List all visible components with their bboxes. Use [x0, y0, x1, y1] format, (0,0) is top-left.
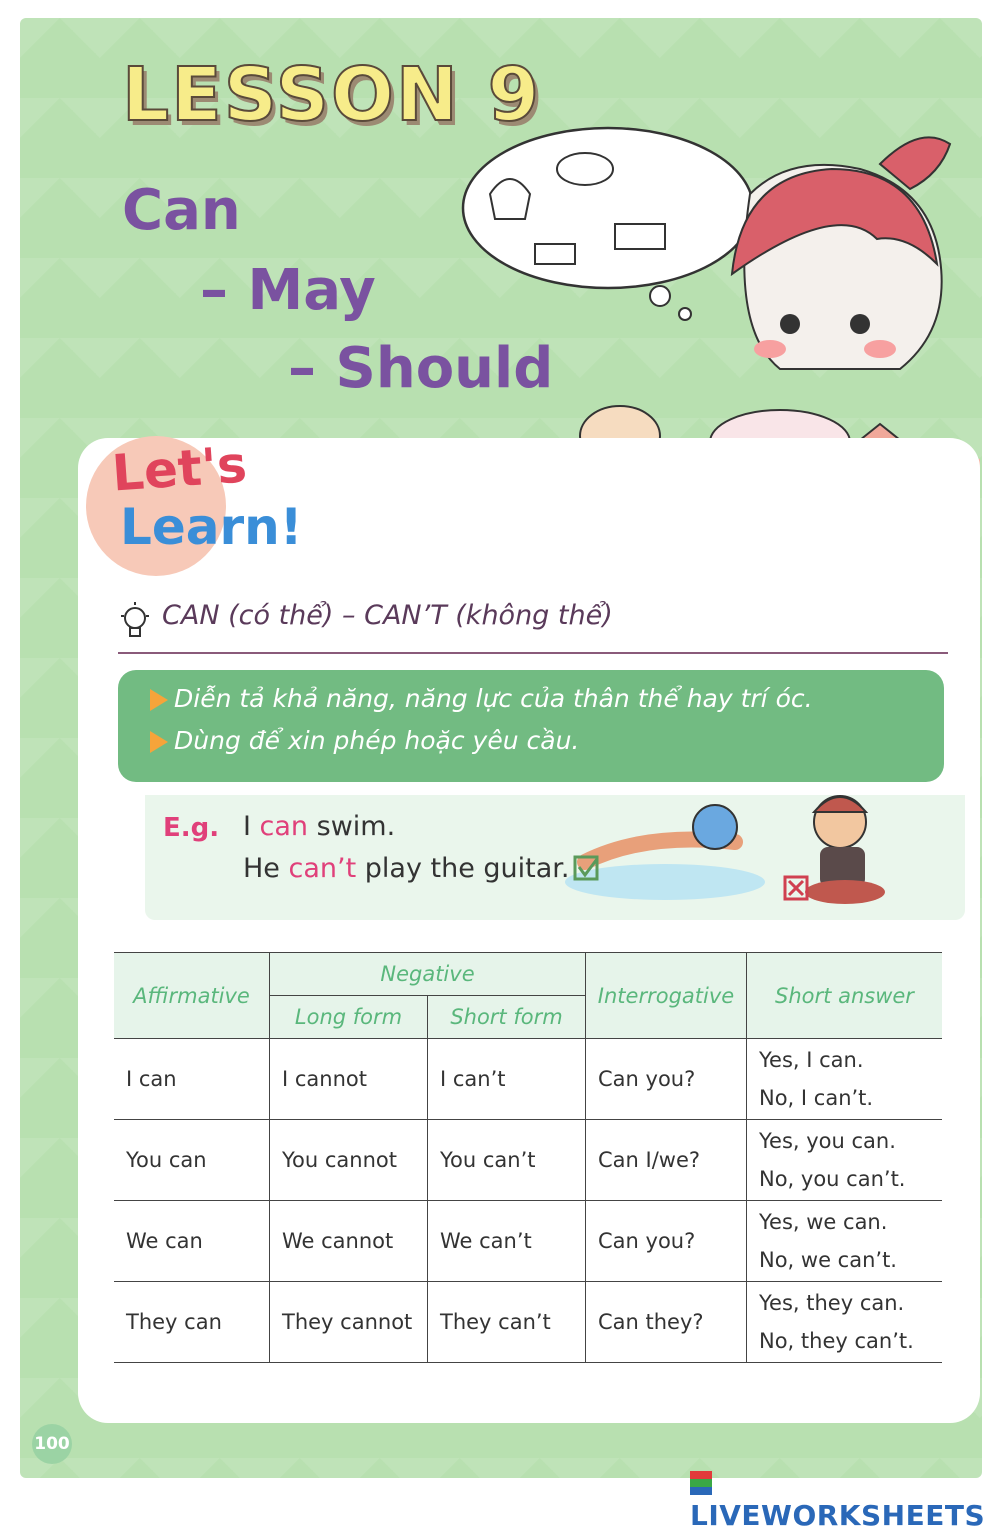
learn-text: Learn! — [120, 498, 303, 556]
cell-short-answer — [747, 1201, 943, 1282]
cell-affirmative: We can — [114, 1201, 270, 1282]
table-row — [114, 1039, 942, 1120]
subtitle-may: – May — [200, 258, 376, 323]
header-short-form: Short form — [428, 996, 586, 1039]
header-short-answer: Short answer — [747, 953, 943, 1039]
usage-box — [118, 670, 944, 782]
example-label: E.g. — [163, 813, 220, 843]
example-text: play the guitar. — [356, 853, 570, 884]
example-text: I — [243, 811, 260, 842]
section-heading — [118, 596, 948, 654]
answer-yes: Yes, I can. — [759, 1048, 864, 1072]
cell-interrogative: Can I/we? — [586, 1120, 747, 1201]
header-affirmative: Affirmative — [114, 953, 270, 1039]
example-text: swim. — [308, 811, 396, 842]
usage-bullet — [150, 726, 579, 755]
answer-yes: Yes, you can. — [759, 1129, 896, 1153]
cell-short-form: I can’t — [428, 1039, 586, 1120]
example-highlight: can’t — [288, 853, 357, 884]
cell-affirmative: They can — [114, 1282, 270, 1363]
cell-long-form: You cannot — [270, 1120, 428, 1201]
answer-no: No, you can’t. — [759, 1167, 906, 1191]
header-interrogative: Interrogative — [586, 953, 747, 1039]
usage-bullet — [150, 684, 813, 713]
header-long-form: Long form — [270, 996, 428, 1039]
liveworksheets-icon — [690, 1471, 712, 1495]
can-grammar-table — [114, 952, 942, 1363]
cell-interrogative: Can they? — [586, 1282, 747, 1363]
cell-short-form: You can’t — [428, 1120, 586, 1201]
table-row — [114, 1120, 942, 1201]
subtitle-can: Can — [122, 178, 241, 243]
header-negative: Negative — [270, 953, 586, 996]
example-line — [243, 853, 569, 884]
swimmer-guitarist-illustration — [565, 767, 905, 917]
triangle-bullet-icon — [150, 689, 168, 711]
answer-no: No, we can’t. — [759, 1248, 897, 1272]
cell-affirmative: I can — [114, 1039, 270, 1120]
table-row — [114, 1282, 942, 1363]
example-line — [243, 811, 395, 842]
usage-text: Diễn tả khả năng, năng lực của thân thể hay trí óc. — [174, 684, 813, 713]
cell-short-form: They can’t — [428, 1282, 586, 1363]
cell-long-form: I cannot — [270, 1039, 428, 1120]
answer-no: No, I can’t. — [759, 1086, 874, 1110]
cell-short-answer — [747, 1039, 943, 1120]
cell-affirmative: You can — [114, 1120, 270, 1201]
cell-short-form: We can’t — [428, 1201, 586, 1282]
cell-short-answer — [747, 1282, 943, 1363]
cell-interrogative: Can you? — [586, 1201, 747, 1282]
triangle-bullet-icon — [150, 731, 168, 753]
answer-yes: Yes, they can. — [759, 1291, 905, 1315]
cell-long-form: They cannot — [270, 1282, 428, 1363]
example-text: He — [243, 853, 289, 884]
cell-long-form: We cannot — [270, 1201, 428, 1282]
section-heading-text: CAN (có thể) – CAN’T (không thể) — [162, 600, 613, 631]
lightbulb-icon — [118, 600, 152, 644]
lesson-title: LESSON 9 — [122, 52, 542, 138]
lets-text: Let's — [110, 435, 249, 503]
cell-short-answer — [747, 1120, 943, 1201]
answer-no: No, they can’t. — [759, 1329, 914, 1353]
liveworksheets-text: LIVEWORKSHEETS — [690, 1499, 986, 1532]
page-number: 100 — [32, 1424, 72, 1464]
cell-interrogative: Can you? — [586, 1039, 747, 1120]
example-highlight: can — [259, 811, 309, 842]
table-row — [114, 1201, 942, 1282]
subtitle-should: – Should — [288, 336, 554, 401]
usage-text: Dùng để xin phép hoặc yêu cầu. — [174, 726, 580, 755]
answer-yes: Yes, we can. — [759, 1210, 888, 1234]
lets-learn-badge — [80, 428, 303, 588]
liveworksheets-logo[interactable] — [690, 1466, 1000, 1532]
example-box — [145, 795, 965, 920]
